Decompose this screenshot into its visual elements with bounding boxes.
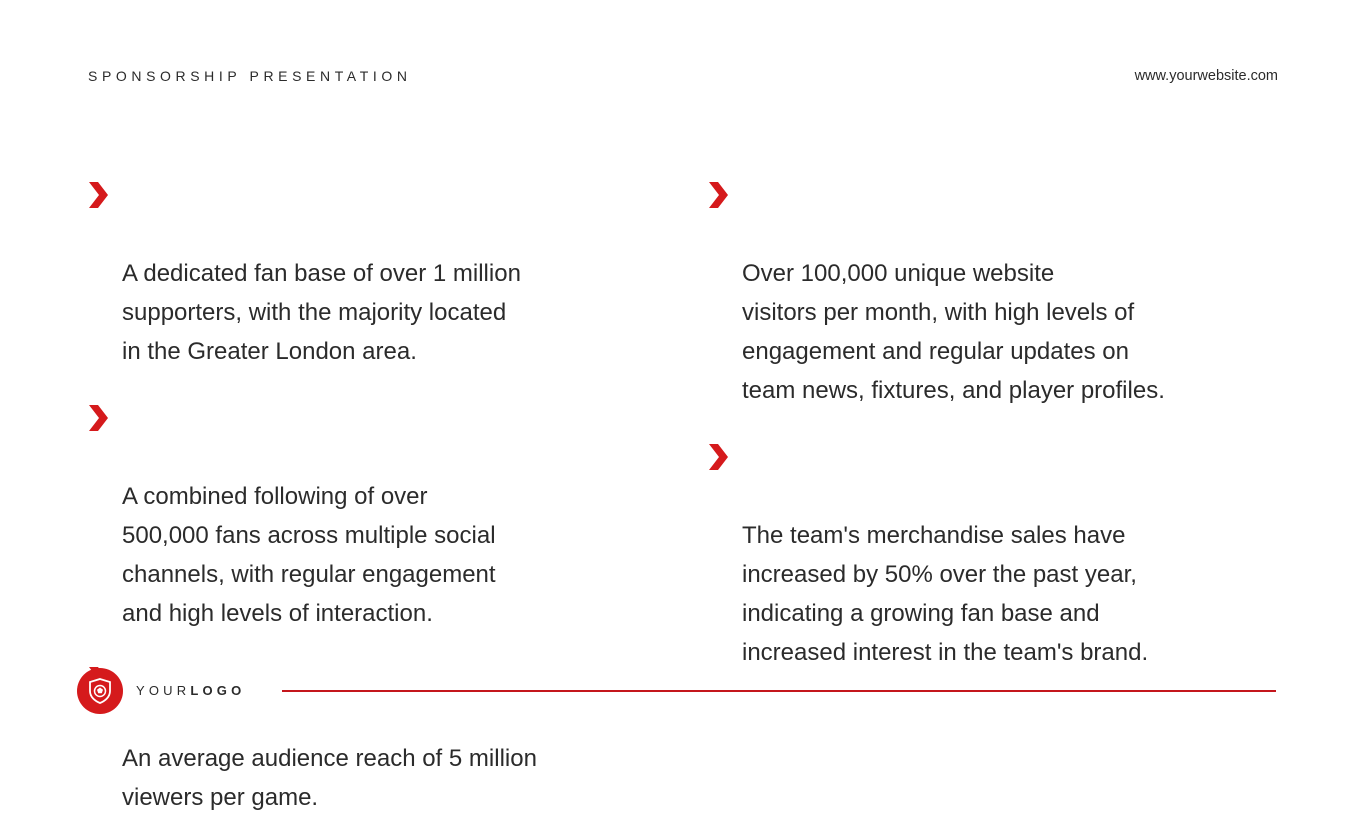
bullet-text: A combined following of over 500,000 fans across multiple social channels, with regular engagement and high levels of interaction.: [122, 483, 496, 627]
bullet-text: The team's merchandise sales have increased by 50% over the past year, indicating a growing fan base and increased interest in the team's brand.: [742, 522, 1149, 666]
chevron-right-icon: [86, 402, 110, 434]
presentation-title: SPONSORSHIP PRESENTATION: [88, 68, 412, 84]
bullet-item: [84, 176, 644, 371]
bullet-item: [704, 176, 1294, 410]
bullet-text: A dedicated fan base of over 1 million supporters, with the majority located in the Greater London area.: [122, 260, 521, 365]
logo-text-bold: LOGO: [190, 683, 246, 698]
chevron-right-icon: [86, 179, 110, 211]
bullet-text: Over 100,000 unique website visitors per month, with high levels of engagement and regular updates on team news, fixtures, and player profiles.: [742, 260, 1165, 404]
logo-badge: [77, 668, 123, 714]
shield-ball-icon: [77, 668, 123, 714]
logo-text-light: YOUR: [136, 683, 191, 698]
bullet-item: [84, 399, 644, 633]
chevron-right-icon: [706, 441, 730, 473]
bullet-text: An average audience reach of 5 million viewers per game.: [122, 745, 537, 811]
right-bullet-list: [704, 176, 1294, 672]
website-url: www.yourwebsite.com: [1134, 68, 1278, 84]
left-bullet-list: [84, 176, 644, 817]
logo-wordmark: [136, 683, 245, 699]
chevron-right-icon: [706, 179, 730, 211]
footer-divider: [282, 690, 1276, 692]
bullet-item: [704, 438, 1294, 672]
